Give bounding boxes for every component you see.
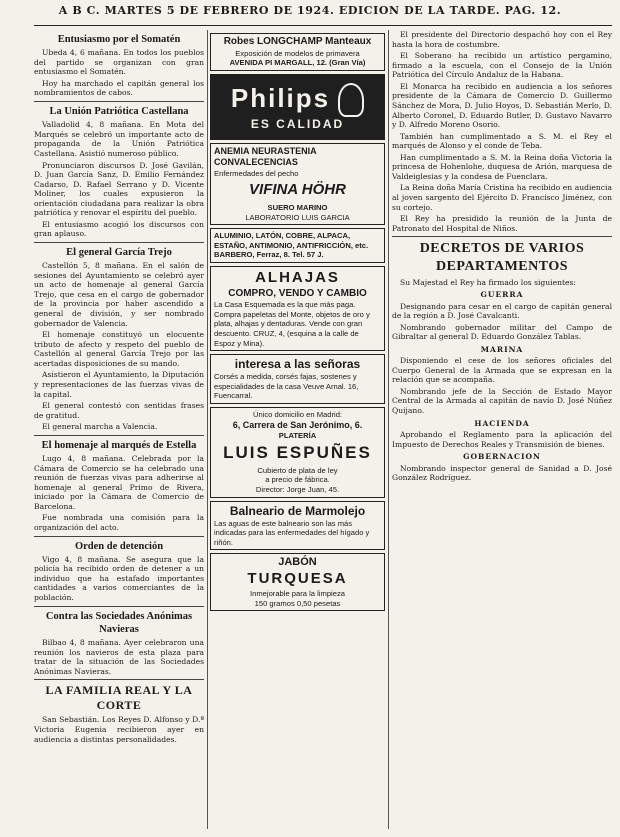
ad-text: LABORATORIO LUIS GARCIA	[245, 212, 350, 222]
ad-headline: Balneario de Marmolejo	[229, 503, 366, 518]
ad-text: SUERO MARINO	[267, 203, 328, 213]
header-rule	[34, 25, 612, 26]
ad-vifina	[210, 143, 385, 225]
article-title-decretos: DECRETOS DE VARIOS DEPARTAMENTOS	[419, 241, 585, 274]
page-header: A B C. MARTES 5 DE FEBRERO DE 1924. EDICION DE LA TARDE. PAG. 12.	[58, 4, 562, 17]
article-paragraph: Fue nombrada una comisión para la organización del acto.	[34, 513, 204, 532]
ad-plateria	[210, 407, 385, 498]
section-subhead-guerra: GUERRA	[480, 290, 524, 300]
article-paragraph: Hoy ha marchado el capitán general los nombramientos de cabos.	[34, 78, 204, 98]
article-paragraph: El Rey ha presidido la reunión de la Junta de Patronato del Hospital de Niños.	[392, 214, 612, 233]
article-paragraph: El general contestó con sentidas frases de gratitud.	[34, 401, 204, 420]
ad-slogan: ES CALIDAD	[250, 116, 345, 131]
ad-headline: JABÓN	[278, 556, 317, 569]
ad-headline: interesa a las señoras	[234, 357, 361, 372]
ad-text: Las aguas de este balneario son las más indicadas para las enfermedades del hígado y riñón.	[214, 518, 370, 547]
column-left	[34, 30, 204, 829]
divider	[34, 101, 204, 102]
ad-text: 150 gramos 0,50 pesetas	[254, 598, 341, 608]
column-divider-2	[388, 30, 389, 829]
article-paragraph: Nombrando gobernador militar del Campo de Gibraltar al general D. Eduardo González Tablas.	[392, 322, 612, 342]
divider	[34, 435, 204, 436]
article-paragraph: Castellón 5, 8 mañana. En el salón de sesiones del Ayuntamiento se celebró ayer un acto de homenaje al general García Trejo, que cesa en el cargo de gobernador de la provincia por haber ascendido a general de división, y ser nombrado gobernador de Valencia.	[34, 261, 204, 328]
section-subhead-gobernacion: GOBERNACION	[463, 452, 541, 462]
article-paragraph: Valladolid 4, 8 mañana. En Mota del Marqués se celebró un importante acto de propaganda de la Unión Patriótica Castellana. Asistió numeroso público.	[34, 120, 204, 158]
ad-text: Único domicilio en Madrid:	[252, 409, 343, 419]
lightbulb-icon	[338, 83, 364, 117]
section-subhead-marina: MARINA	[480, 344, 524, 354]
ad-senoras	[210, 354, 385, 404]
article-paragraph: Ubeda 4, 6 mañana. En todos los pueblos del partido se organizan con gran entusiasmo el Somatén.	[34, 48, 204, 77]
article-paragraph: El Monarca ha recibido en audiencia a los señores presidente de la Cámara de Comercio D. Guillermo Sánchez de Mora, D. Julio Hoyos, D. Sebastián Merlo, D. Alberto Coronel, D. Eduardo Butler, D. Gustavo Navarro y D. Alfredo Moreno Osorio.	[392, 81, 612, 130]
article-paragraph: El general marcha a Valencia.	[42, 422, 158, 432]
article-paragraph: Nombrando inspector general de Sanidad a D. José González Rodríguez.	[392, 463, 612, 483]
article-paragraph: Pronunciaron discursos D. José Gavilán, D. Juan García Sanz, D. Emilio Fernández Cadarso, D. Rafael Serrano y D. Vicente Moliner, los cuales expusieron la orientación ciudadana para realizar la obra patriótica y renovar el espíritu del pueblo.	[34, 160, 204, 218]
article-paragraph: El Soberano ha recibido un artístico pergamino, firmado a la escuela, con el Consejo de la Unión Patriótica del Círculo Andaluz de la Habana.	[392, 51, 612, 80]
ad-metales: ALUMINIO, LATÓN, COBRE, ALPACA, ESTAÑO, ANTIMONIO, ANTIFRICCIÓN, etc. BARBERO, Ferraz, 8. Tel. 57 J.	[210, 228, 385, 263]
ad-text: La Casa Esquemada es la que más paga. Compra papeletas del Monte, objetos de oro y plata, alhajas y dentaduras. Vende con gran descuento. CRUZ, 4, (esquina a la calle de Espoz y Mina).	[214, 300, 370, 348]
ad-text: Exposición de modelos de primavera	[235, 48, 360, 58]
article-title-navieras: Contra las Sociedades Anónimas Navieras	[45, 610, 193, 635]
article-paragraph: Lugo 4, 8 mañana. Celebrada por la Cámara de Comercio se ha celebrado una reunión de fuerzas vivas para adherirse al homenaje al general Primo de Rivera, iniciado por la Cámara de Comercio de Barcelona.	[34, 454, 204, 511]
ad-brand: VIFINA HÖHR	[249, 181, 346, 199]
article-paragraph: Su Majestad el Rey ha firmado los siguientes:	[400, 277, 576, 287]
ad-text: PLATERÍA	[278, 430, 317, 440]
article-title-homenaje: El homenaje al marqués de Estella	[41, 439, 197, 451]
ad-text: AVENIDA PI MARGALL, 12. (Gran Vía)	[229, 58, 366, 68]
divider	[392, 236, 612, 237]
ad-philips	[210, 74, 385, 140]
article-title-detencion: Orden de detención	[74, 540, 164, 552]
ad-longchamp	[210, 33, 385, 71]
ad-brand: LUIS ESPUÑES	[223, 443, 372, 463]
article-paragraph: La Reina doña María Cristina ha recibido en audiencia al joven sargento del Ejército D. Francisco Jiménez, con su cortejo.	[392, 183, 612, 212]
article-paragraph: Disponiendo el cese de los señores oficiales del Cuerpo General de la Armada que se expresan en la relación que se acompaña.	[392, 356, 612, 385]
ad-text: Director: Jorge Juan, 45.	[255, 484, 340, 494]
article-paragraph: Aprobando el Reglamento para la aplicación del Impuesto de Derechos Reales y Transmisión de bienes.	[392, 430, 612, 449]
ad-text: Inmejorable para la limpieza	[250, 589, 345, 599]
article-paragraph: Asistieron el Ayuntamiento, la Diputación y representaciones de las fuerzas vivas de la capital.	[34, 370, 204, 399]
article-paragraph: Bilbao 4, 8 mañana. Ayer celebraron una reunión los navieros de esta plaza para tratar de la situación de las Sociedades Anónimas Navieras.	[34, 637, 204, 676]
ad-text: Cubierto de plata de ley	[257, 465, 338, 475]
ad-headline: COMPRO, VENDO Y CAMBIO	[228, 287, 367, 299]
ad-headline: ANEMIA NEURASTENIA	[214, 145, 317, 156]
ad-text: Corsés a medida, corsés fajas, sostenes y especialidades de la casa Veuve Arnal. 16, Fuencarral.	[214, 372, 359, 401]
column-middle-ads	[210, 30, 385, 829]
ad-address: 6, Carrera de San Jerónimo, 6.	[232, 419, 363, 430]
article-title-garcia-trejo: El general García Trejo	[66, 247, 172, 258]
divider	[34, 536, 204, 537]
article-paragraph: Designando para cesar en el cargo de capitán general de la región a D. José Cavalcanti.	[392, 301, 612, 321]
ad-brand: Philips	[230, 82, 331, 113]
article-title-union-patriotica: La Unión Patriótica Castellana	[49, 106, 189, 118]
ad-headline: Robes LONGCHAMP Manteaux	[223, 36, 372, 47]
ad-text: Enfermedades del pecho	[214, 168, 299, 178]
article-paragraph: El presidente del Directorio despachó hoy con el Rey hasta la hora de costumbre.	[392, 30, 612, 49]
article-title-somaten: Entusiasmo por el Somatén	[57, 34, 181, 45]
article-paragraph: Nombrando jefe de la Sección de Estado Mayor Central de la Armada al capitán de navío D. José Núñez Quijano.	[392, 386, 612, 415]
ad-alhajas	[210, 266, 385, 351]
ad-jabon	[210, 553, 385, 611]
section-subhead-hacienda: HACIENDA	[474, 418, 530, 428]
article-paragraph: El homenaje constituyó un elocuente tributo de afecto y respeto del pueblo de Castellón al general García Trejo por las acertadas disposiciones de su mando.	[34, 330, 204, 368]
ad-headline: ALHAJAS	[255, 268, 340, 286]
column-right	[392, 30, 612, 829]
article-paragraph: Vigo 4, 8 mañana. Se asegura que la policía ha recibido orden de detener a un individuo que ha estafado importantes cantidades a varios comerciantes de la población.	[34, 554, 204, 602]
ad-balneario	[210, 501, 385, 551]
article-title-familia-real: LA FAMILIA REAL Y LA CORTE	[45, 683, 193, 713]
column-divider-1	[207, 30, 208, 829]
divider	[34, 679, 204, 680]
divider	[34, 606, 204, 607]
article-paragraph: También han cumplimentado a S. M. el Rey el marqués de Alonso y el conde de Teba.	[392, 131, 612, 151]
ad-headline: CONVALECENCIAS	[214, 157, 298, 168]
ad-text: a precio de fábrica.	[265, 475, 330, 485]
article-paragraph: El entusiasmo acogió los discursos con gran aplauso.	[34, 219, 204, 239]
article-paragraph: San Sebastián. Los Reyes D. Alfonso y D.ª Victoria Eugenia recibieron ayer en audiencia a distintas personalidades.	[34, 715, 204, 744]
article-paragraph: Han cumplimentado a S. M. la Reina doña Victoria la princesa de Hohenlohe, duquesa de Arión, marquesa de Valdeiglesias y la condesa de Fuenclara.	[392, 152, 612, 181]
ad-brand: TURQUESA	[247, 570, 348, 588]
divider	[34, 242, 204, 243]
